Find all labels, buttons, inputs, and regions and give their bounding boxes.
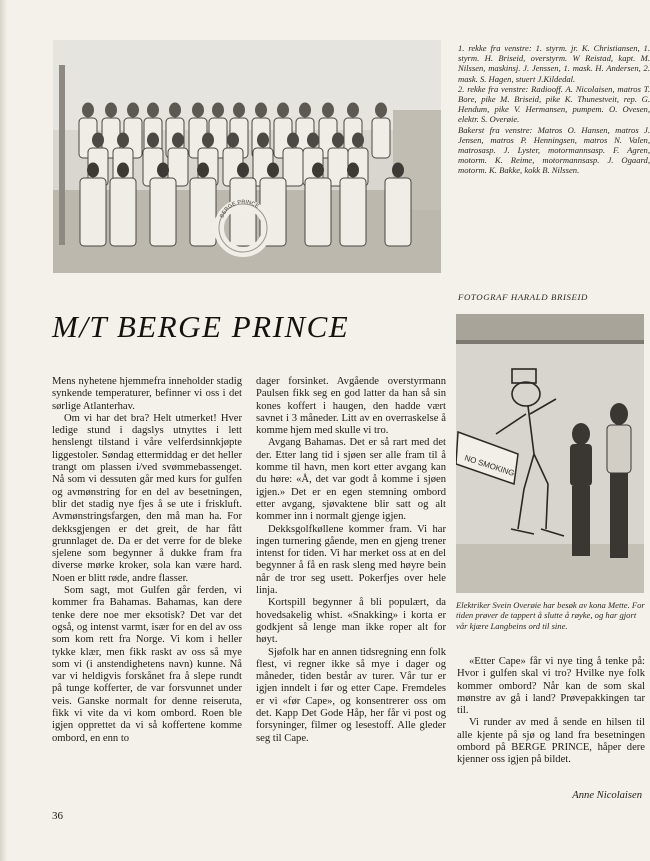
article-headline: M/T BERGE PRINCE [52, 309, 350, 344]
paragraph: Sjøfolk har en annen tidsregning enn folk flest, vi regner ikke så mye i dager og måneder, tiden består av turer. Vår tur er igjen inndelt i før og etter Cape. Fremdeles er vi «før Cape», og konsentrerer oss om det. Kapp Det Gode Håp, her får vi post og forsyninger, filmer og lesestoff. Alle gleder seg til Cape. [256, 646, 446, 744]
crew-member-silhouette [197, 163, 209, 178]
crew-member-silhouette [287, 133, 299, 148]
crew-member-silhouette [105, 103, 117, 118]
article-column-3 [457, 656, 645, 767]
author-signature: Anne Nicolaisen [572, 790, 642, 801]
article-column-2 [256, 376, 446, 745]
crew-member-silhouette [267, 163, 279, 178]
crew-member-silhouette [372, 118, 390, 158]
crew-member-silhouette [299, 103, 311, 118]
crew-member-silhouette [127, 103, 139, 118]
crew-member-silhouette [332, 133, 344, 148]
paragraph: Dekksgolfkøllene kommer fram. Vi har ingen turnering gående, men en gjeng trener intenst for tiden. Vi har merket oss at en del begynner å få en rask sleng med høyre bein når de tror seg usett. Pokerfjes over hele linja. [256, 523, 446, 597]
sign-text: NO SMOKING [463, 453, 516, 478]
crew-member-silhouette [385, 178, 411, 246]
photo-caption [458, 43, 650, 176]
crew-member-silhouette [237, 163, 249, 178]
crew-member-silhouette [202, 133, 214, 148]
crew-member-silhouette [117, 133, 129, 148]
crew-member-silhouette [257, 133, 269, 148]
crew-member-silhouette [87, 163, 99, 178]
crew-member-silhouette [305, 178, 331, 246]
photographer-credit: FOTOGRAF HARALD BRISEID [458, 292, 588, 302]
crew-member-silhouette [347, 103, 359, 118]
page-number: 36 [52, 810, 63, 822]
crew-member-silhouette [80, 178, 106, 246]
crew-member-silhouette [347, 163, 359, 178]
paragraph: Som sagt, mot Gulfen går ferden, vi kommer fra Bahamas. Bahamas, kan dere tenke dere noe mer eksotisk? Det var det også, og intenst varmt, især for en del av oss som kom rett fra Norge. Vi kom i heller tykke klær, men fikk raskt av oss så mye som vi (i anstendighetens navn) kunne. Nå var vi heldigvis forskånet fra å slepe rundt på tunge kofferter, de var forsvunnet under veis. Ganske normalt for denne reiseruta, fikk vi vite da vi kom ombord. Roen ble igjen opprettet da vi så koffertene komme ombord, en enn to [52, 585, 242, 744]
crew-member-silhouette [157, 163, 169, 178]
paragraph: dager forsinket. Avgående overstyrmann Paulsen fikk seg en god latter da han så sin kones koffert i haugen, den hadde vært savnet i 3 måneder. Litt av en overraskelse å komme hjem med skulle vi tro. [256, 376, 446, 437]
crew-member-silhouette [233, 103, 245, 118]
crew-member-silhouette [110, 178, 136, 246]
page-edge [0, 0, 7, 861]
crew-member-silhouette [322, 103, 334, 118]
paragraph: «Etter Cape» får vi nye ting å tenke på: Hvor i gulfen skal vi tro? Hvilke nye folk kommer ombord? Når kan de som skal mønstre av gå i land? Prøvepakkingen tar til. [457, 656, 645, 717]
crew-member-silhouette [227, 133, 239, 148]
crew-member-silhouette [312, 163, 324, 178]
crew-member-silhouette [392, 163, 404, 178]
crew-member-silhouette [172, 133, 184, 148]
crew-member-silhouette [307, 133, 319, 148]
crew-member-silhouette [340, 178, 366, 246]
caption-back: Bakerst fra venstre: Matros O. Hansen, matros J. Jensen, matros P. Henningsen, matros N. Valen, matrosasp. J. Lyster, motormannsasp. F. Agren, motorm. K. Reime, motormannsasp. J. Ogaard, motorm. K. Bakke, kokk B. Nilssen. [458, 124, 650, 176]
crew-member-silhouette [375, 103, 387, 118]
crew-member-silhouette [92, 133, 104, 148]
paragraph: Om vi har det bra? Helt utmerket! Hver ledige stund i dagslys utnyttes i lett henslengt tilstand i våre velferdsinnkjøpte liggestoler. Søndag ettermiddag er det heller trangt om plassen i/ved svømmebassenget. Nå som vi dessuten går med kurs for gulfen og avmønstring for en del av besetningen, blir det stadig nye fjes å se ute i friskluft. Avmønstringsfargen, den må man ha. For dekksgjengen er det greit, de har fått grunnlaget de. Da er det verre for de bleke sjelene som begynner å dukke fram fra diverse mørke kroker, sola kan være hard. Noen er blitt røde, andre flasser. [52, 412, 242, 584]
crew-member-silhouette [192, 103, 204, 118]
crew-member-silhouette [147, 103, 159, 118]
crew-member-silhouette [190, 178, 216, 246]
paragraph: Kortspill begynner å bli populært, da hovedsakelig whist. «Snakking» i korta er godkjent så lenge man ikke roper alt for høyt. [256, 597, 446, 646]
paragraph: Mens nyhetene hjemmefra inneholder stadig synkende temperaturer, befinner vi oss i det sørlige Atlanterhav. [52, 376, 242, 412]
paragraph: Vi runder av med å sende en hilsen til alle kjente på sjø og land fra besetningen ombord på BERGE PRINCE, håper dere kjenner oss igjen på bildet. [457, 717, 645, 766]
crew-member-silhouette [117, 163, 129, 178]
paragraph: Avgang Bahamas. Det er så rart med det der. Etter lang tid i sjøen ser alle fram til å komme til havn, men kort etter avgang kan du høre: «Å, det var godt å komme i sjøen igjen.» Det er en egen stemning ombord etter avgang, sjøvaktene blir satt og alt kommer inn i normalt gjenge igjen. [256, 437, 446, 523]
caption-row1: 1. rekke fra venstre: 1. styrm. jr. K. Christiansen, 1. styrm. H. Briseid, overstyrm. W Reistad, kapt. M. Nilssen, maskinsj. J. Jenssen, 1. mask. H. Andersen, 2. mask. S. Hagen, stuert J.Kildedal. [458, 43, 650, 84]
crew-member-silhouette [150, 178, 176, 246]
crew-member-silhouette [230, 178, 256, 246]
goofy-photo [456, 314, 644, 593]
crew-member-silhouette [147, 133, 159, 148]
crew-member-silhouette [82, 103, 94, 118]
crew-member-silhouette [277, 103, 289, 118]
caption-row2: 2. rekke fra venstre: Radiooff. A. Nicolaisen, matros T. Bore, pike M. Briseid, pike K. Thunestveit, rep. G. Hendum, pike V. Hermansen, pumpem. O. Ovesen, elektr. S. Overøie. [458, 83, 650, 125]
lifebuoy-text: BERGE PRINCE [219, 199, 260, 219]
goofy-photo-caption: Elektriker Svein Overøie har besøk av kona Mette. For tiden prøver de tappert å slutte å røyke, og har gjort vår kjære Langbeins ord til sine. [456, 600, 645, 631]
crew-photo [53, 40, 441, 273]
crew-member-silhouette [169, 103, 181, 118]
crew-member-silhouette [352, 133, 364, 148]
crew-member-silhouette [212, 103, 224, 118]
article-column-1 [52, 376, 242, 745]
crew-member-silhouette [255, 103, 267, 118]
